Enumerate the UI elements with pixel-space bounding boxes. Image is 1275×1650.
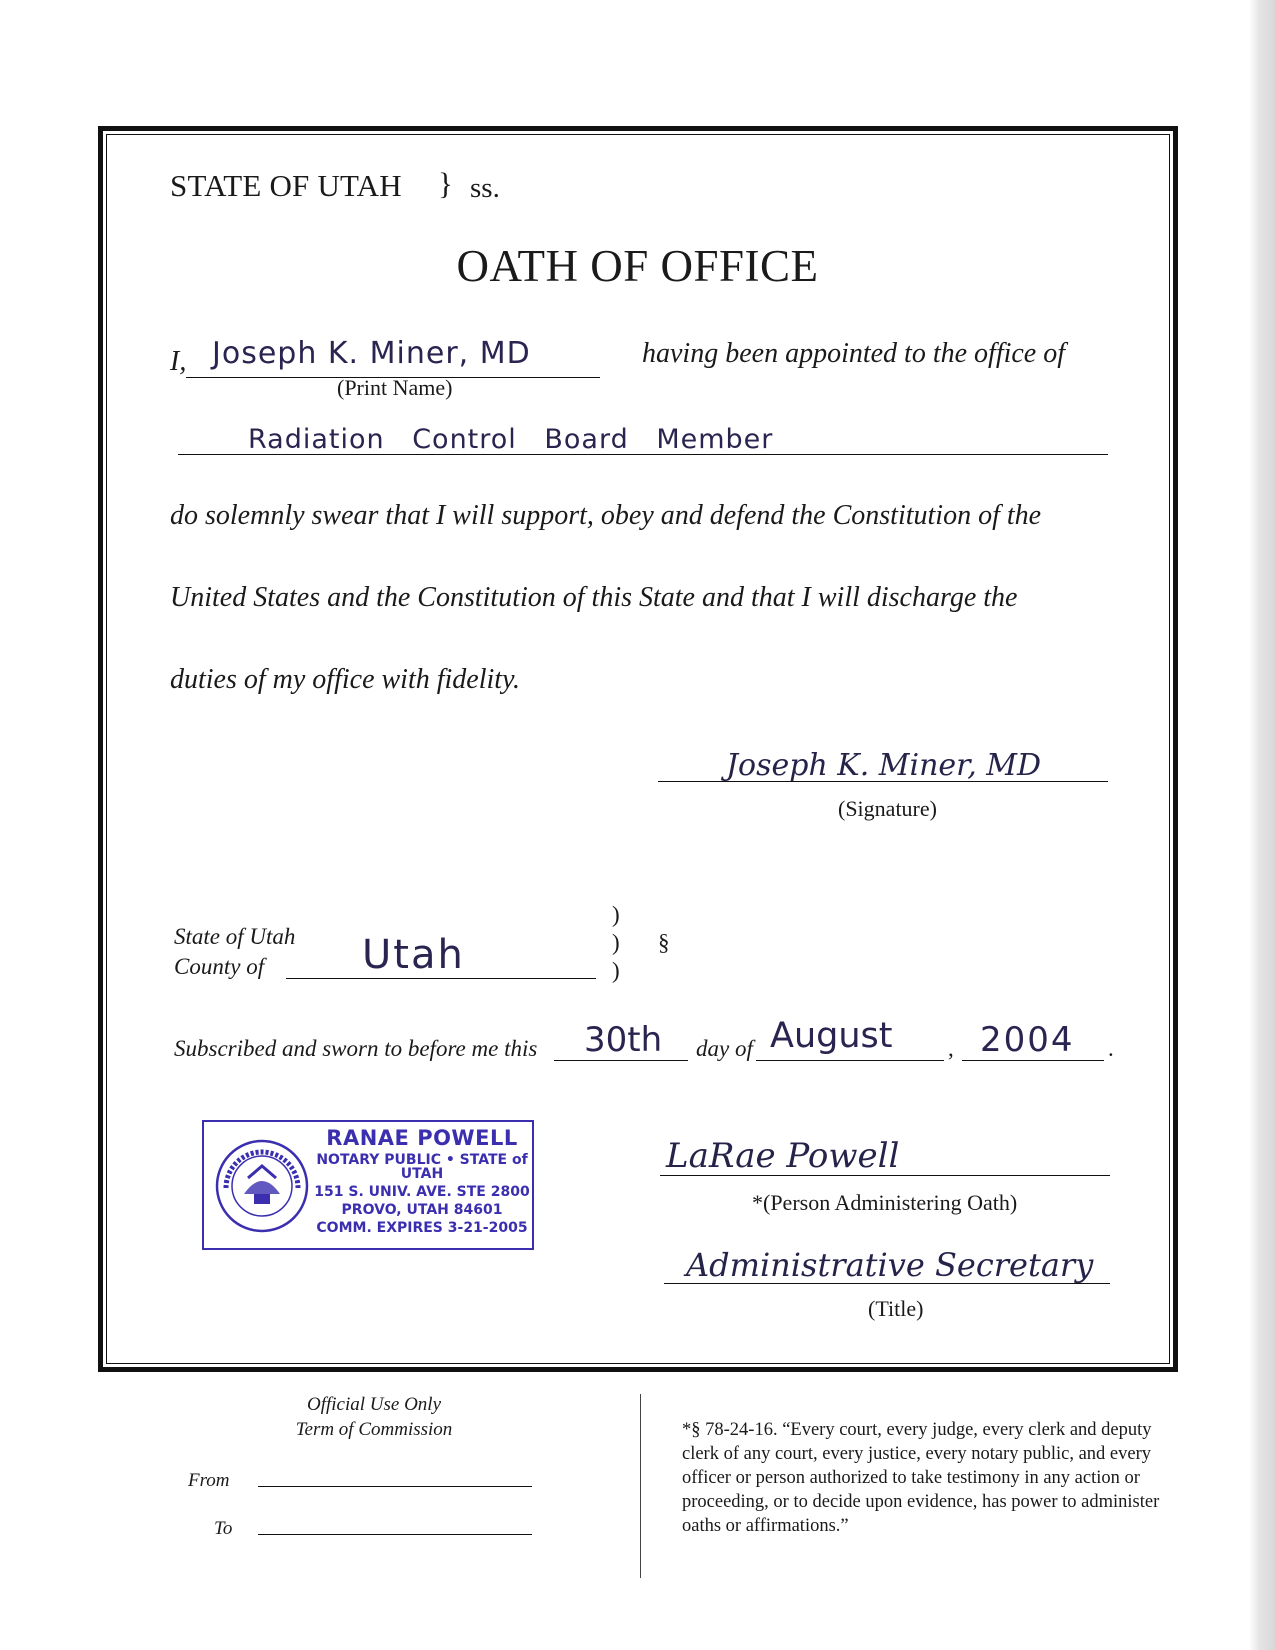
- day-handwritten: 30th: [584, 1020, 663, 1060]
- oath-taker-signature: Joseph K. Miner, MD: [726, 748, 1042, 783]
- venue-paren-3: ): [612, 958, 620, 983]
- administrator-title-handwritten: Administrative Secretary: [686, 1246, 1094, 1284]
- oath-text-line-1: do solemnly swear that I will support, obey and defend the Constitution of the: [170, 500, 1042, 531]
- from-line: [258, 1486, 532, 1487]
- office-line: [178, 454, 1108, 455]
- month-line: [756, 1060, 944, 1061]
- venue-county-label: County of: [174, 954, 265, 979]
- month-handwritten: August: [770, 1016, 893, 1056]
- to-line: [258, 1534, 532, 1535]
- notary-line-1: NOTARY PUBLIC • STATE of UTAH: [316, 1152, 528, 1182]
- year-handwritten: 2004: [980, 1020, 1075, 1060]
- date-comma: ,: [948, 1036, 954, 1061]
- i-label: I,: [170, 346, 187, 377]
- print-name-caption: (Print Name): [337, 375, 453, 400]
- title-caption: (Title): [868, 1296, 924, 1321]
- venue-paren-1: ): [612, 902, 620, 927]
- term-of-commission-label: Term of Commission: [295, 1419, 453, 1440]
- day-of-text: day of: [696, 1036, 753, 1061]
- state-seal-icon: [214, 1138, 310, 1234]
- title-line: [664, 1283, 1110, 1284]
- state-brace: }: [438, 166, 453, 201]
- to-label: To: [214, 1518, 233, 1539]
- ss-abbreviation: ss.: [470, 172, 500, 204]
- document-title: OATH OF OFFICE: [456, 241, 819, 291]
- oath-text-line-3: duties of my office with fidelity.: [170, 664, 520, 695]
- from-label: From: [188, 1470, 230, 1491]
- office-handwritten: Radiation Control Board Member: [248, 424, 774, 455]
- venue-state-label: State of Utah: [174, 924, 296, 949]
- administrator-signature: LaRae Powell: [666, 1136, 900, 1176]
- footer-divider: [640, 1394, 641, 1578]
- statute-footnote: *§ 78-24-16. “Every court, every judge, every clerk and deputy clerk of any court, every justice, every notary public, and every officer or person authorized to take testimony in any action or proceeding, or to decide upon evidence, has power to administer oaths or affirmations.”: [682, 1420, 1160, 1536]
- print-name-handwritten: Joseph K. Miner, MD: [212, 336, 531, 371]
- section-sign: §: [658, 930, 670, 955]
- subscribed-text: Subscribed and sworn to before me this: [174, 1036, 538, 1061]
- notary-line-3: PROVO, UTAH 84601: [341, 1202, 503, 1218]
- oath-text-line-2: United States and the Constitution of this State and that I will discharge the: [170, 582, 1018, 613]
- administrator-caption: *(Person Administering Oath): [752, 1190, 1018, 1215]
- official-use-block: [0, 1392, 748, 1442]
- signature-line: [658, 781, 1108, 782]
- official-use-label: Official Use Only: [306, 1394, 442, 1415]
- county-line: [286, 978, 596, 979]
- notary-line-2: 151 S. UNIV. AVE. STE 2800: [314, 1184, 530, 1200]
- notary-stamp: [202, 1120, 534, 1250]
- appointed-text: having been appointed to the office of: [642, 338, 1066, 369]
- year-line: [962, 1060, 1104, 1061]
- state-heading: STATE OF UTAH: [170, 168, 402, 203]
- county-handwritten: Utah: [362, 932, 465, 978]
- venue-paren-2: ): [612, 930, 620, 955]
- notary-name: RANAE POWELL: [326, 1126, 518, 1150]
- administrator-line: [660, 1175, 1110, 1176]
- signature-caption: (Signature): [838, 796, 937, 821]
- notary-line-4: COMM. EXPIRES 3-21-2005: [316, 1220, 528, 1236]
- day-line: [554, 1060, 688, 1061]
- date-period: .: [1108, 1036, 1114, 1061]
